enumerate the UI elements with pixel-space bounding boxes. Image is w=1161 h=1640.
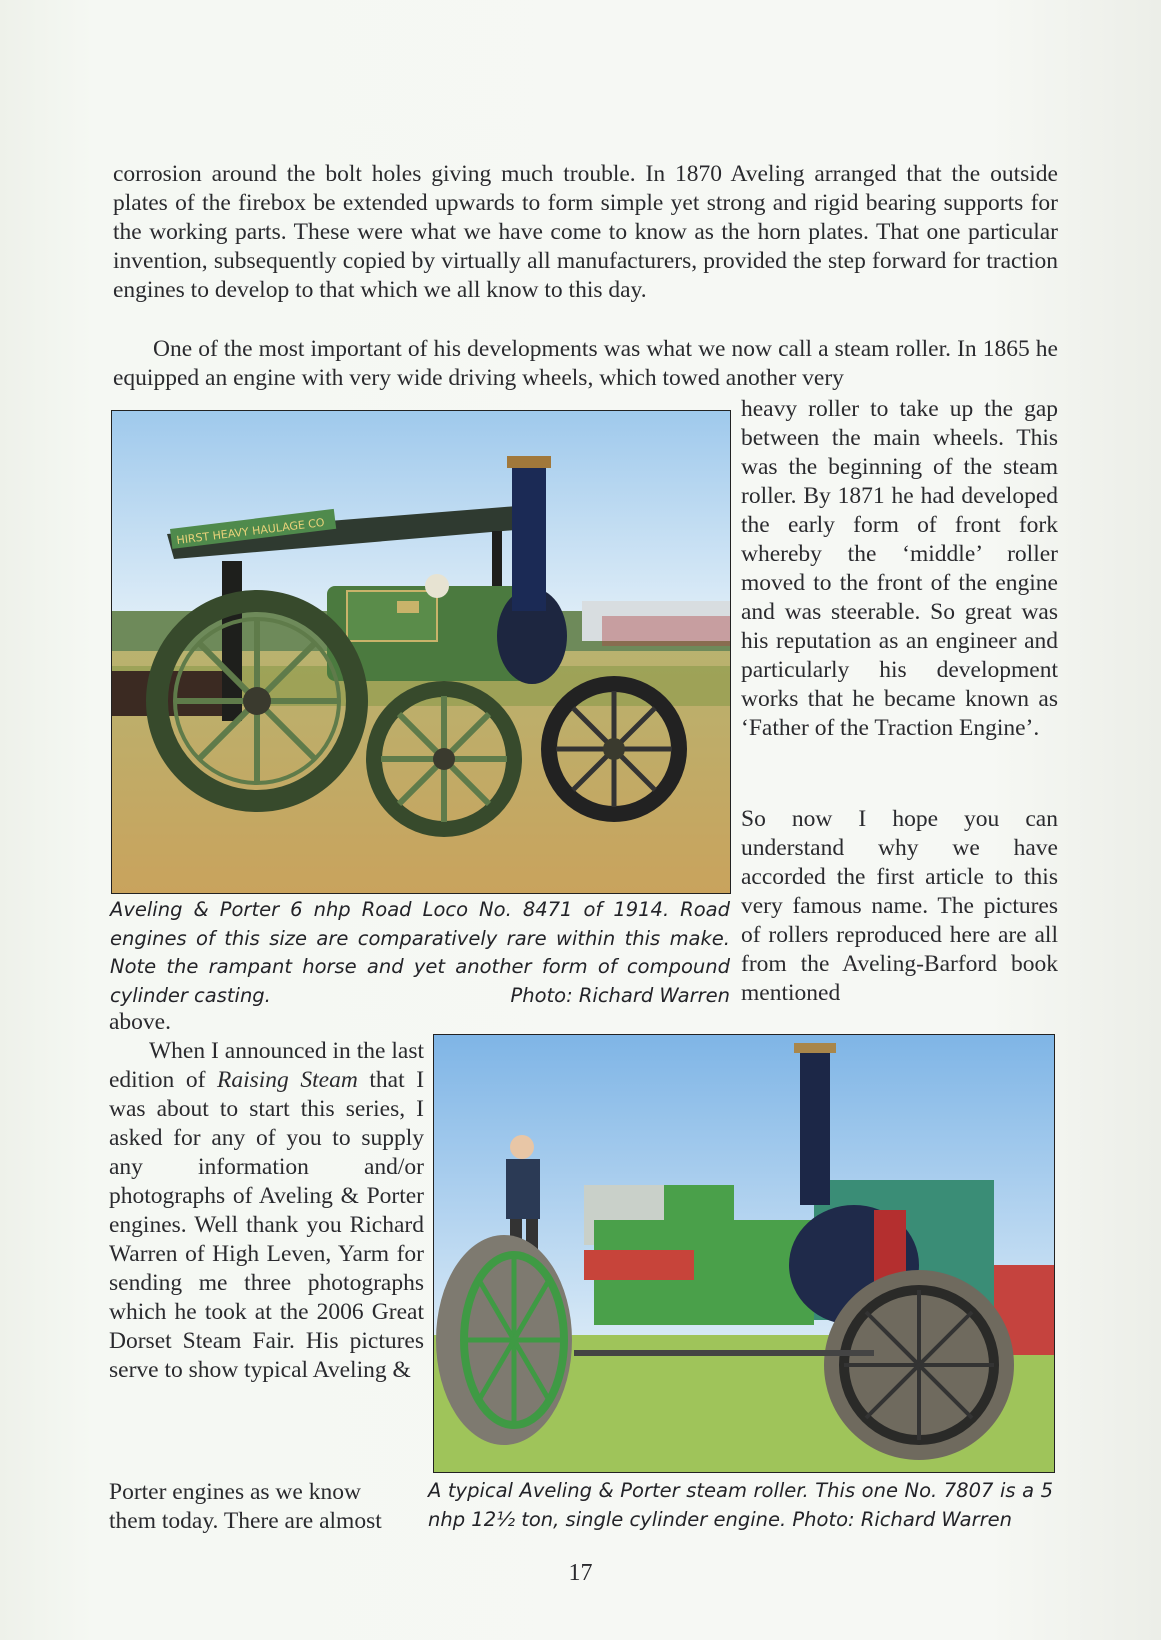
photo-2-caption — [428, 1477, 1053, 1534]
bottom-left-line-2: them today. There are almost — [109, 1508, 382, 1534]
photo-1-credit: Photo: Richard Warren — [510, 983, 730, 1007]
left-column-paragraph: When I announced in the last edition of Raising Steam that I was about to start this series, I asked for any of you to supply any information and/or photographs of Aveling & Porter engines. Well thank you Richard Warren of High Leven, Yarm for sending me three photographs which he took at the 2006 Great Dorset Steam Fair. His pictures serve to show typical Aveling & — [109, 1038, 425, 1383]
left-column-text — [109, 1009, 425, 1385]
left-column-start: above. — [109, 1009, 171, 1035]
right-column-text-1: heavy roller to take up the gap between the main wheels. This was the beginning of the steam roller. By 1871 he had developed the early form of front fork whereby the ‘middle’ roller moved to the front of the engine and was steerable. So great was his reputation as an engineer and particularly his development works that he became known as ‘Father of the Traction Engine’. — [741, 396, 1058, 741]
photo-1-caption-text: Aveling & Porter 6 nhp Road Loco No. 8471 of 1914. Road engines of this size are comparatively rare within this make. Note the rampant horse and yet another form of compound cylinder casting. — [110, 898, 730, 1007]
canopy-sign-text: HIRST HEAVY HAULAGE CO — [175, 515, 326, 547]
photo-2-credit: Photo: Richard Warren — [792, 1507, 1012, 1531]
page-number: 17 — [568, 1560, 593, 1586]
photo-2-caption-text: A typical Aveling & Porter steam roller. This one No. 7807 is a 5 nhp 12½ ton, single cylinder engine. — [428, 1479, 1053, 1531]
steam-roller-photo — [433, 1034, 1055, 1473]
photo-1-caption — [110, 896, 730, 1010]
paragraph-1: corrosion around the bolt holes giving much trouble. In 1870 Aveling arranged that the outside plates of the firebox be extended upwards to form simple yet strong and rigid bearing supports for the working parts. These were what we have come to know as the horn plates. That one particular invention, subsequently copied by virtually all manufacturers, provided the step forward for traction engines to develop to that which we all know to this day. — [113, 161, 1058, 303]
magazine-title: Raising Steam — [217, 1067, 358, 1093]
bottom-left-line-1: Porter engines as we know — [109, 1479, 361, 1505]
right-column-text-2: So now I hope you can understand why we have accorded the first article to this very famous name. The pictures of rollers reproduced here are all from the Aveling-Barford book mentioned — [741, 806, 1058, 1006]
road-locomotive-photo — [111, 410, 731, 894]
paragraph-2: One of the most important of his developments was what we now call a steam roller. In 1865 he equipped an engine with very wide driving wheels, which towed another very — [113, 336, 1058, 391]
